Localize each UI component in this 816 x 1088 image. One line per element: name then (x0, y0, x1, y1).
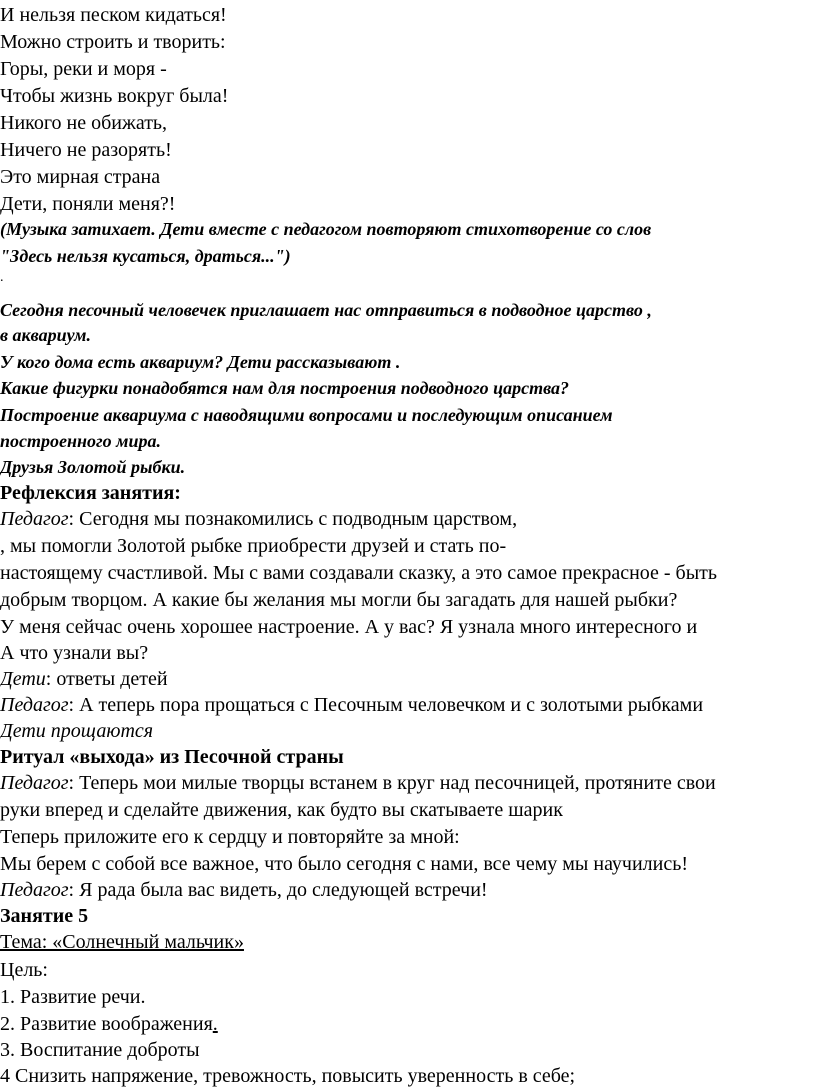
ritual-teacher-line (0, 771, 716, 795)
poem-line: Это мирная страна (0, 166, 161, 188)
reflection-line: настоящему счастливой. Мы с вами создавали сказку, а это самое прекрасное - быть (0, 562, 718, 584)
ritual-line: Теперь приложите его к сердцу и повторяйте за мной: (0, 826, 460, 848)
speaker-label: Педагог (0, 694, 69, 716)
goal-item (0, 1012, 218, 1036)
lesson-heading: Занятие 5 (0, 905, 89, 927)
ritual-line: руки вперед и сделайте движения, как будто вы скатываете шарик (0, 799, 563, 821)
stage-note-line: "Здесь нельзя кусаться, драться...") (0, 246, 291, 266)
speech-text: : ответы детей (45, 668, 168, 690)
poem-line: Никого не обижать, (0, 112, 168, 134)
activity-line: построенного мира. (0, 431, 161, 451)
activity-line: Какие фигурки понадобятся нам для построения подводного царства? (0, 378, 570, 398)
goal-item: 4 Снизить напряжение, тревожность, повысить уверенность в себе; (0, 1065, 576, 1087)
activity-line: Друзья Золотой рыбки. (0, 457, 186, 477)
reflection-line: , мы помогли Золотой рыбке приобрести друзей и стать по- (0, 535, 507, 557)
poem-line: Можно строить и творить: (0, 31, 226, 53)
ritual-heading: Ритуал «выхода» из Песочной страны (0, 746, 344, 768)
ritual-line: Мы берем с собой все важное, что было сегодня с нами, все чему мы научились! (0, 853, 689, 875)
activity-line: Построение аквариума с наводящими вопросами и последующим описанием (0, 405, 613, 425)
poem-line: Ничего не разорять! (0, 139, 172, 161)
stage-note-line: (Музыка затихает. Дети вместе с педагогом повторяют стихотворение со слов (0, 219, 652, 239)
speaker-label: Педагог (0, 508, 69, 530)
speaker-label: Дети (0, 668, 46, 690)
poem-line: Чтобы жизнь вокруг была! (0, 85, 229, 107)
poem-line: Дети, поняли меня?! (0, 193, 176, 215)
speech-text: : Я рада была вас видеть, до следующей встречи! (68, 879, 488, 901)
stray-dot: . (0, 270, 4, 285)
activity-line: в аквариум. (0, 325, 91, 345)
lesson-theme: Тема: «Солнечный мальчик» (0, 931, 244, 953)
goal-item: 3. Воспитание доброты (0, 1039, 200, 1061)
reflection-line: У меня сейчас очень хорошее настроение. А у вас? Я узнала много интересного и (0, 616, 698, 638)
goal-item-text: 2. Развитие воображения (0, 1013, 213, 1035)
goal-item: 1. Развитие речи. (0, 986, 146, 1008)
goal-item-dot: . (212, 1013, 218, 1035)
speaker-label: Педагог (0, 772, 69, 794)
speaker-label: Педагог (0, 879, 69, 901)
teacher-farewell-line (0, 693, 703, 717)
ritual-teacher-line (0, 878, 488, 902)
reflection-line: добрым творцом. А какие бы желания мы могли бы загадать для нашей рыбки? (0, 589, 678, 611)
speech-text: : А теперь пора прощаться с Песочным человечком и с золотыми рыбками (68, 694, 704, 716)
reflection-teacher-line (0, 507, 517, 531)
speech-text: : Теперь мои милые творцы встанем в круг над песочницей, протяните свои (68, 772, 716, 794)
activity-line: У кого дома есть аквариум? Дети рассказывают . (0, 352, 401, 372)
reflection-heading: Рефлексия занятия: (0, 482, 181, 504)
poem-line: Горы, реки и моря - (0, 58, 167, 80)
reflection-line: А что узнали вы? (0, 642, 149, 664)
lesson-goal-label: Цель: (0, 959, 48, 981)
speech-text: : Сегодня мы познакомились с подводным царством, (68, 508, 518, 530)
children-answer-line (0, 667, 168, 691)
poem-line: И нельзя песком кидаться! (0, 4, 227, 26)
activity-line: Сегодня песочный человечек приглашает нас отправиться в подводное царство , (0, 300, 652, 320)
children-farewell-line: Дети прощаются (0, 720, 154, 742)
